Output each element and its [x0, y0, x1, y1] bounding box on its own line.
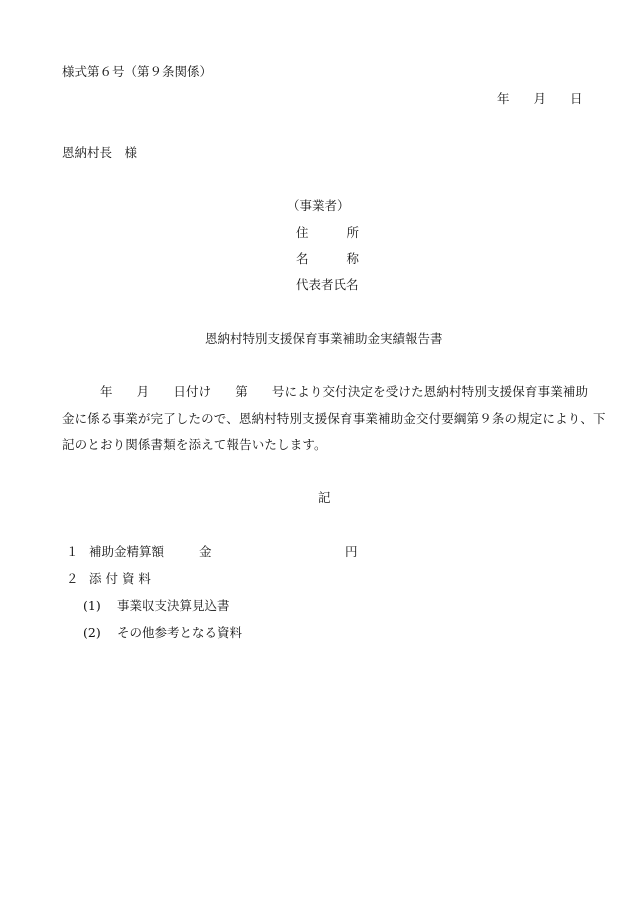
- date-line: [497, 91, 583, 107]
- date-year: 年: [497, 91, 510, 106]
- representative-label: 代表者氏名: [296, 277, 359, 292]
- item2-label: 添 付 資 料: [89, 571, 151, 586]
- body-line-1: 年 月 日付け 第 号により交付決定を受けた恩納村特別支援保育事業補助: [100, 384, 589, 399]
- document-title: 恩納村特別支援保育事業補助金実績報告書: [205, 331, 443, 346]
- item1-kin: 金: [199, 544, 212, 559]
- body-line-3: 記のとおり関係書類を添えて報告いたします。: [62, 437, 327, 452]
- sub-item-2-number: (2): [83, 625, 101, 640]
- form-number: 様式第６号（第９条関係）: [62, 64, 213, 79]
- date-month: 月: [533, 91, 547, 106]
- applicant-heading: （事業者）: [287, 198, 350, 213]
- item1-yen: 円: [345, 544, 358, 559]
- sub-item-1-text: 事業収支決算見込書: [117, 598, 230, 613]
- address-label: 住 所: [296, 225, 360, 240]
- addressee: 恩納村長 様: [62, 145, 138, 160]
- item2-number: ２: [66, 571, 79, 586]
- sub-item-2-text: その他参考となる資料: [117, 625, 243, 640]
- item1-label: 補助金精算額: [89, 544, 165, 559]
- date-day: 日: [570, 91, 583, 106]
- name-label: 名 称: [296, 251, 360, 266]
- ki-heading: 記: [318, 490, 331, 505]
- sub-item-1-number: (1): [83, 598, 101, 613]
- body-line-2: 金に係る事業が完了したので、恩納村特別支援保育事業補助金交付要綱第９条の規定により、下: [62, 411, 606, 426]
- item1-number: １: [66, 544, 79, 559]
